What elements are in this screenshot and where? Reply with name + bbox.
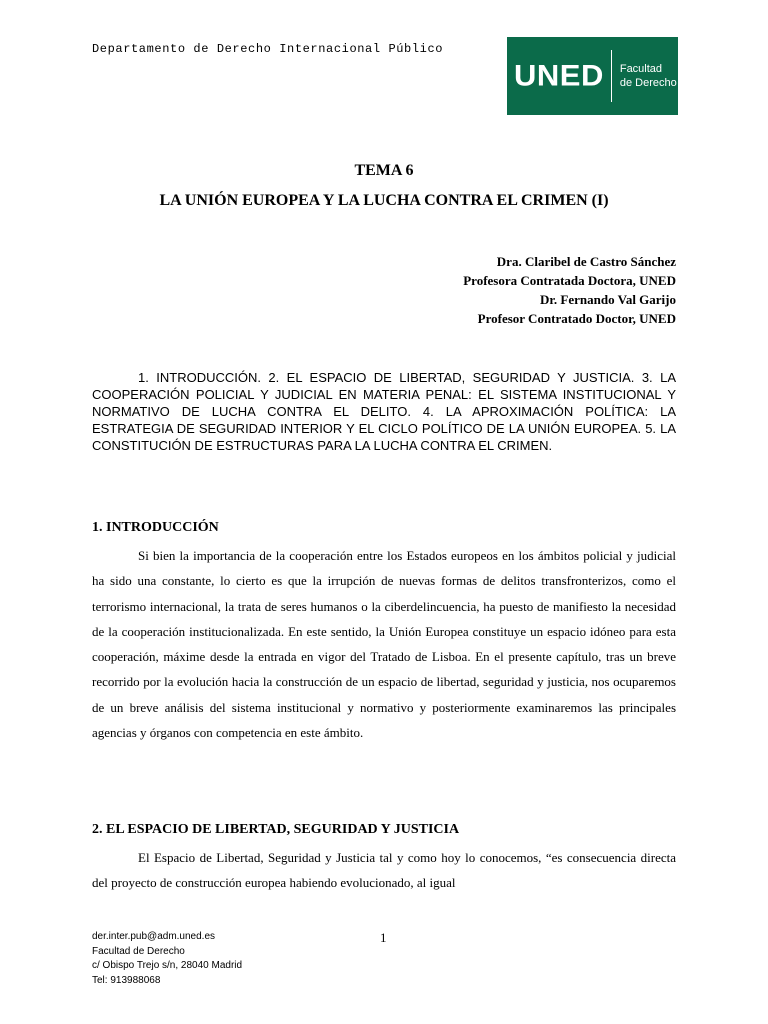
document-title: LA UNIÓN EUROPEA Y LA LUCHA CONTRA EL CRIMEN (I) xyxy=(159,192,609,209)
page-number: 1 xyxy=(380,930,387,945)
author-line: Profesora Contratada Doctora, UNED xyxy=(463,273,676,288)
table-of-contents-summary: 1. INTRODUCCIÓN. 2. EL ESPACIO DE LIBERTAD, SEGURIDAD Y JUSTICIA. 3. LA COOPERACIÓN POLICIAL Y JUDICIAL EN MATERIA PENAL: EL SISTEMA INSTITUCIONAL Y NORMATIVO DE LUCHA CONTRA EL DELITO. 4. LA APROXIMACIÓN POLÍTICA: LA ESTRATEGIA DE SEGURIDAD INTERIOR Y EL CICLO POLÍTICO DE LA UNIÓN EUROPEA. 5. LA CONSTITUCIÓN DE ESTRUCTURAS PARA LA LUCHA CONTRA EL CRIMEN. xyxy=(92,370,676,453)
logo-mark: UNED xyxy=(514,58,604,93)
tema-number: TEMA 6 xyxy=(354,162,414,179)
footer-email: der.inter.pub@adm.uned.es xyxy=(92,931,216,942)
logo-divider xyxy=(611,50,612,102)
section-paragraph: El Espacio de Libertad, Seguridad y Justicia tal y como hoy lo conocemos, “es consecuencia directa del proyecto de construcción europea habiendo evolucionado, al igual xyxy=(92,850,676,891)
logo-faculty-text xyxy=(620,62,677,90)
department-header: Departamento de Derecho Internacional Público xyxy=(92,42,444,56)
footer-phone: Tel: 913988068 xyxy=(92,974,161,986)
logo-line-2: de Derecho xyxy=(619,77,677,89)
logo-line-1: Facultad xyxy=(619,63,663,75)
section-heading: 2. EL ESPACIO DE LIBERTAD, SEGURIDAD Y JUSTICIA xyxy=(92,822,460,837)
uned-logo xyxy=(507,37,678,115)
author-line: Dra. Claribel de Castro Sánchez xyxy=(496,254,676,269)
footer-faculty: Facultad de Derecho xyxy=(92,945,185,957)
section-paragraph: Si bien la importancia de la cooperación entre los Estados europeos en los ámbitos policial y judicial ha sido una constante, lo cierto es que la irrupción de nuevas formas de delitos transfronterizos, como el terrorismo internacional, la trata de seres humanos o la ciberdelincuencia, ha puesto de manifiesto la necesidad de la cooperación institucionalizada. En este sentido, la Unión Europea constituye un espacio idóneo para esta cooperación, máxime desde la entrada en vigor del Tratado de Lisboa. En el presente capítulo, tras un breve recorrido por la evolución hacia la construcción de un espacio de libertad, seguridad y justicia, nos ocuparemos de un breve análisis del sistema institucional y normativo y posteriormente examinaremos las principales agencias y órganos con competencia en este ámbito. xyxy=(92,548,676,741)
authors-block xyxy=(463,252,676,328)
author-line: Profesor Contratado Doctor, UNED xyxy=(477,311,676,326)
footer-contact xyxy=(92,930,242,988)
author-line: Dr. Fernando Val Garijo xyxy=(539,292,676,307)
footer-address: c/ Obispo Trejo s/n, 28040 Madrid xyxy=(92,960,243,971)
section-heading: 1. INTRODUCCIÓN xyxy=(92,520,219,535)
